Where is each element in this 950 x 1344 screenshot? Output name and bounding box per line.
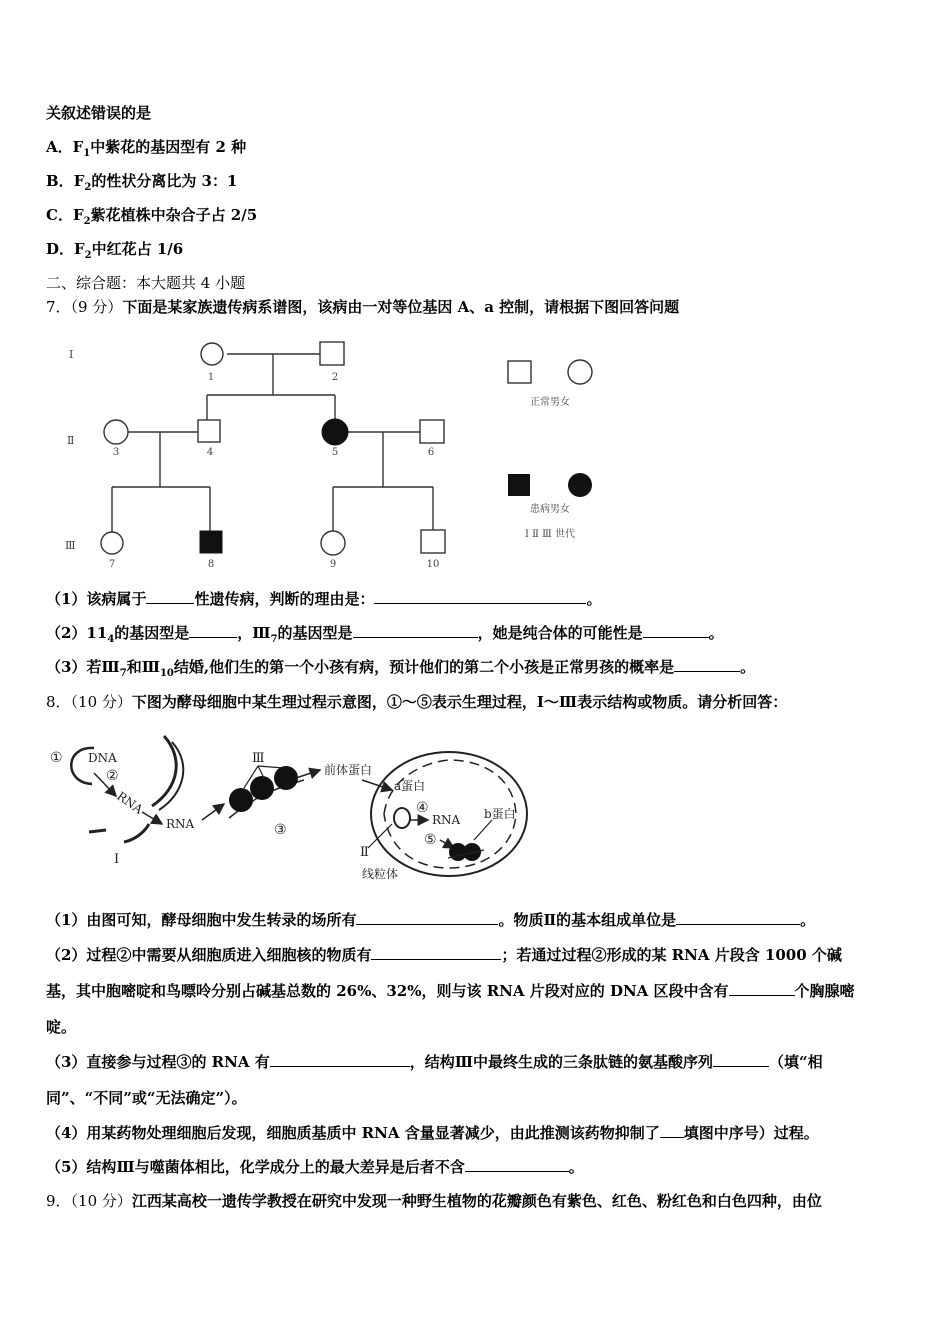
gen-label-1: Ⅰ	[69, 348, 74, 361]
legend-affected-label: 患病男女	[530, 504, 570, 515]
individual-6	[420, 420, 444, 443]
q8-sub4: （4）用某药物处理细胞后发现，细胞质基质中 RNA 含量显著减少，由此推测该药物抑制了 填图中序号）过程。	[46, 1124, 819, 1142]
individual-10	[421, 530, 445, 553]
q8-sub3-line2: 同”、“不同”或“无法确定”）。	[46, 1089, 247, 1107]
label-process-3: ③	[274, 822, 287, 838]
blank[interactable]	[713, 1052, 769, 1067]
q7-sub2: $(2)11_4$的基因型是 ，$Ⅲ_7$的基因型是 ，她是纯合体的可能性是 。	[46, 624, 724, 645]
label-process-1: ①	[50, 750, 63, 766]
label-rna-2: RNA	[166, 817, 195, 831]
blank[interactable]	[729, 981, 795, 996]
pedigree-figure	[55, 330, 615, 575]
label-2: 2	[331, 372, 339, 383]
individual-5	[322, 419, 348, 445]
individual-8	[200, 531, 222, 553]
blank[interactable]	[356, 910, 498, 925]
blank[interactable]	[374, 589, 586, 604]
q8-sub3-line1: （3）直接参与过程③的 RNA 有 ，结构Ⅲ中最终生成的三条肽链的氨基酸序列 （填“相	[46, 1053, 823, 1071]
option-b: B．$F_2$的性状分离比为 3：1	[46, 172, 238, 193]
individual-1	[201, 343, 223, 365]
legend-normal-male	[508, 361, 531, 383]
individual-3	[104, 420, 128, 444]
blank[interactable]	[371, 945, 501, 960]
label-structure-1: Ⅰ	[114, 852, 120, 867]
blank[interactable]	[660, 1123, 684, 1138]
label-dna: DNA	[88, 751, 117, 765]
q8-sub2-line1: （2）过程②中需要从细胞质进入细胞核的物质有 ；若通过过程②形成的某 RNA 片段含 1000 个碱	[46, 946, 842, 964]
label-8: 8	[207, 559, 215, 570]
label-a-protein: a蛋白	[394, 779, 426, 793]
q7-stem: 7．（9 分）下面是某家族遗传病系谱图，该病由一对等位基因 A、a 控制，请根据下图回答问题	[46, 298, 680, 316]
option-a: A．$F_1$中紫花的基因型有 2 种	[46, 138, 247, 159]
legend-generation-label: Ⅰ Ⅱ Ⅲ 世代	[525, 529, 575, 540]
option-c: C．$F_2$紫花植株中杂合子占 2/5	[46, 206, 258, 227]
blank[interactable]	[643, 623, 709, 638]
label-b-protein: b蛋白	[484, 807, 516, 821]
blank[interactable]	[353, 623, 478, 638]
label-structure-2: Ⅱ	[360, 845, 369, 860]
label-3: 3	[112, 447, 120, 458]
q7-sub1: （1）该病属于 性遗传病，判断的理由是： 。	[46, 590, 602, 608]
label-rna-1: RNA	[114, 788, 146, 817]
label-rna-3: RNA	[432, 813, 461, 827]
label-process-5: ⑤	[424, 832, 437, 848]
blank[interactable]	[270, 1052, 410, 1067]
q8-sub2-line3: 啶。	[46, 1018, 77, 1036]
q8-sub5: （5）结构Ⅲ与噬菌体相比，化学成分上的最大差异是后者不含 。	[46, 1158, 584, 1176]
legend-normal-label: 正常男女	[530, 397, 570, 408]
label-process-4: ④	[416, 800, 429, 816]
intro-text: 关叙述错误的是	[46, 104, 152, 122]
option-d: D．$F_2$中红花占 1/6	[46, 240, 184, 261]
blank[interactable]	[676, 910, 800, 925]
label-structure-3: Ⅲ	[252, 751, 265, 766]
label-9: 9	[329, 559, 337, 570]
blank[interactable]	[465, 1157, 569, 1172]
q8-sub2-line2: 基，其中胞嘧啶和鸟嘌呤分别占碱基总数的 26%、32%，则与该 RNA 片段对应的 DNA 区段中含有 个胸腺嘧	[46, 982, 855, 1000]
legend-normal-female	[568, 360, 592, 384]
individual-4	[198, 420, 220, 442]
section-heading: 二、综合题：本大题共 4 小题	[46, 274, 246, 292]
individual-7	[101, 532, 123, 554]
q8-stem: 8．（10 分）下图为酵母细胞中某生理过程示意图，①～⑤表示生理过程，Ⅰ～Ⅲ表示结构或物质。请分析回答：	[46, 693, 788, 711]
q9-stem: 9．（10 分）江西某高校一遗传学教授在研究中发现一种野生植物的花瓣颜色有紫色、红色、粉红色和白色四种，由位	[46, 1192, 822, 1210]
label-10: 10	[426, 559, 440, 570]
gen-label-2: Ⅱ	[67, 434, 75, 447]
label-6: 6	[427, 447, 435, 458]
blank[interactable]	[674, 657, 740, 672]
q7-sub3: （3）若$Ⅲ_7$和$Ⅲ_{10}$结婚,他们生的第一个小孩有病，预计他们的第二个小孩是正常男孩的概率是 。	[46, 658, 756, 679]
label-4: 4	[206, 447, 214, 458]
legend-affected-female	[568, 473, 592, 497]
label-1: 1	[207, 372, 215, 383]
label-precursor-protein: 前体蛋白	[324, 763, 373, 777]
q8-sub1: （1）由图可知，酵母细胞中发生转录的场所有 。物质Ⅱ的基本组成单位是 。	[46, 911, 816, 929]
gen-label-3: Ⅲ	[65, 539, 76, 552]
blank[interactable]	[189, 623, 237, 638]
label-mitochondrion: 线粒体	[362, 867, 399, 881]
individual-9	[321, 531, 345, 555]
label-5: 5	[331, 447, 339, 458]
label-7: 7	[108, 559, 116, 570]
individual-2	[320, 342, 344, 365]
label-process-2: ②	[106, 768, 119, 784]
blank[interactable]	[146, 589, 194, 604]
legend-affected-male	[508, 474, 530, 496]
cell-process-figure	[44, 728, 564, 888]
